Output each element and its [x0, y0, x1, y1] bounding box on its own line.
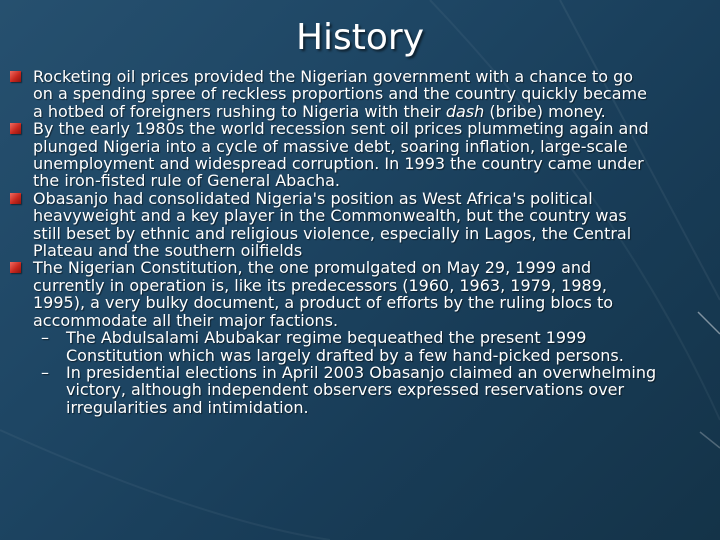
- sub-bullet-item: [10, 364, 716, 416]
- bullet-line: Obasanjo had consolidated Nigeria's position as West Africa's political: [33, 188, 593, 208]
- slide-content: [10, 68, 716, 416]
- dash-marker: –: [41, 362, 49, 382]
- sub-bullet-item: [10, 329, 716, 364]
- bullet-line: heavyweight and a key player in the Commonwealth, but the country was: [33, 206, 627, 226]
- sub-bullet-line: irregularities and intimidation.: [66, 397, 309, 417]
- bullet-line: [33, 103, 716, 120]
- bullet-line: The Nigerian Constitution, the one promulgated on May 29, 1999 and: [33, 258, 592, 278]
- bullet-square-icon: [10, 123, 21, 134]
- sub-bullet-line: Constitution which was largely drafted by a few hand-picked persons.: [66, 345, 624, 365]
- bullet-square-icon: [10, 262, 21, 273]
- bullet-text: (bribe) money.: [484, 101, 606, 121]
- bullet-text: a hotbed of foreigners rushing to Nigeria with their: [33, 101, 446, 121]
- bullet-item: [10, 259, 716, 329]
- bullet-line: unemployment and widespread corruption. In 1993 the country came under: [33, 154, 644, 174]
- bullet-line: plunged Nigeria into a cycle of massive debt, soaring inflation, large-scale: [33, 136, 628, 156]
- bullet-item: [10, 120, 716, 190]
- slide-title: History: [295, 17, 425, 58]
- sub-bullet-line: In presidential elections in April 2003 Obasanjo claimed an overwhelming: [66, 362, 657, 382]
- bullet-line: still beset by ethnic and religious violence, especially in Lagos, the Central: [33, 223, 632, 243]
- dash-marker: –: [41, 328, 49, 348]
- bullet-item: [10, 68, 716, 120]
- bullet-square-icon: [10, 71, 21, 82]
- bullet-line: Plateau and the southern oilfields: [33, 241, 303, 261]
- bullet-line: 1995), a very bulky document, a product of efforts by the ruling blocs to: [33, 293, 614, 313]
- italic-term: dash: [445, 101, 485, 121]
- bullet-line: the iron-fisted rule of General Abacha.: [33, 171, 340, 191]
- bullet-square-icon: [10, 193, 21, 204]
- bullet-line: accommodate all their major factions.: [33, 310, 339, 330]
- bullet-line: on a spending spree of reckless proportions and the country quickly became: [33, 84, 647, 104]
- bullet-line: currently in operation is, like its predecessors (1960, 1963, 1979, 1989,: [33, 275, 607, 295]
- bullet-line: By the early 1980s the world recession sent oil prices plummeting again and: [33, 119, 649, 139]
- sub-bullet-line: victory, although independent observers expressed reservations over: [66, 380, 625, 400]
- bullet-item: [10, 190, 716, 260]
- bullet-line: Rocketing oil prices provided the Nigerian government with a chance to go: [33, 67, 634, 86]
- sub-bullet-line: The Abdulsalami Abubakar regime bequeathed the present 1999: [66, 328, 587, 348]
